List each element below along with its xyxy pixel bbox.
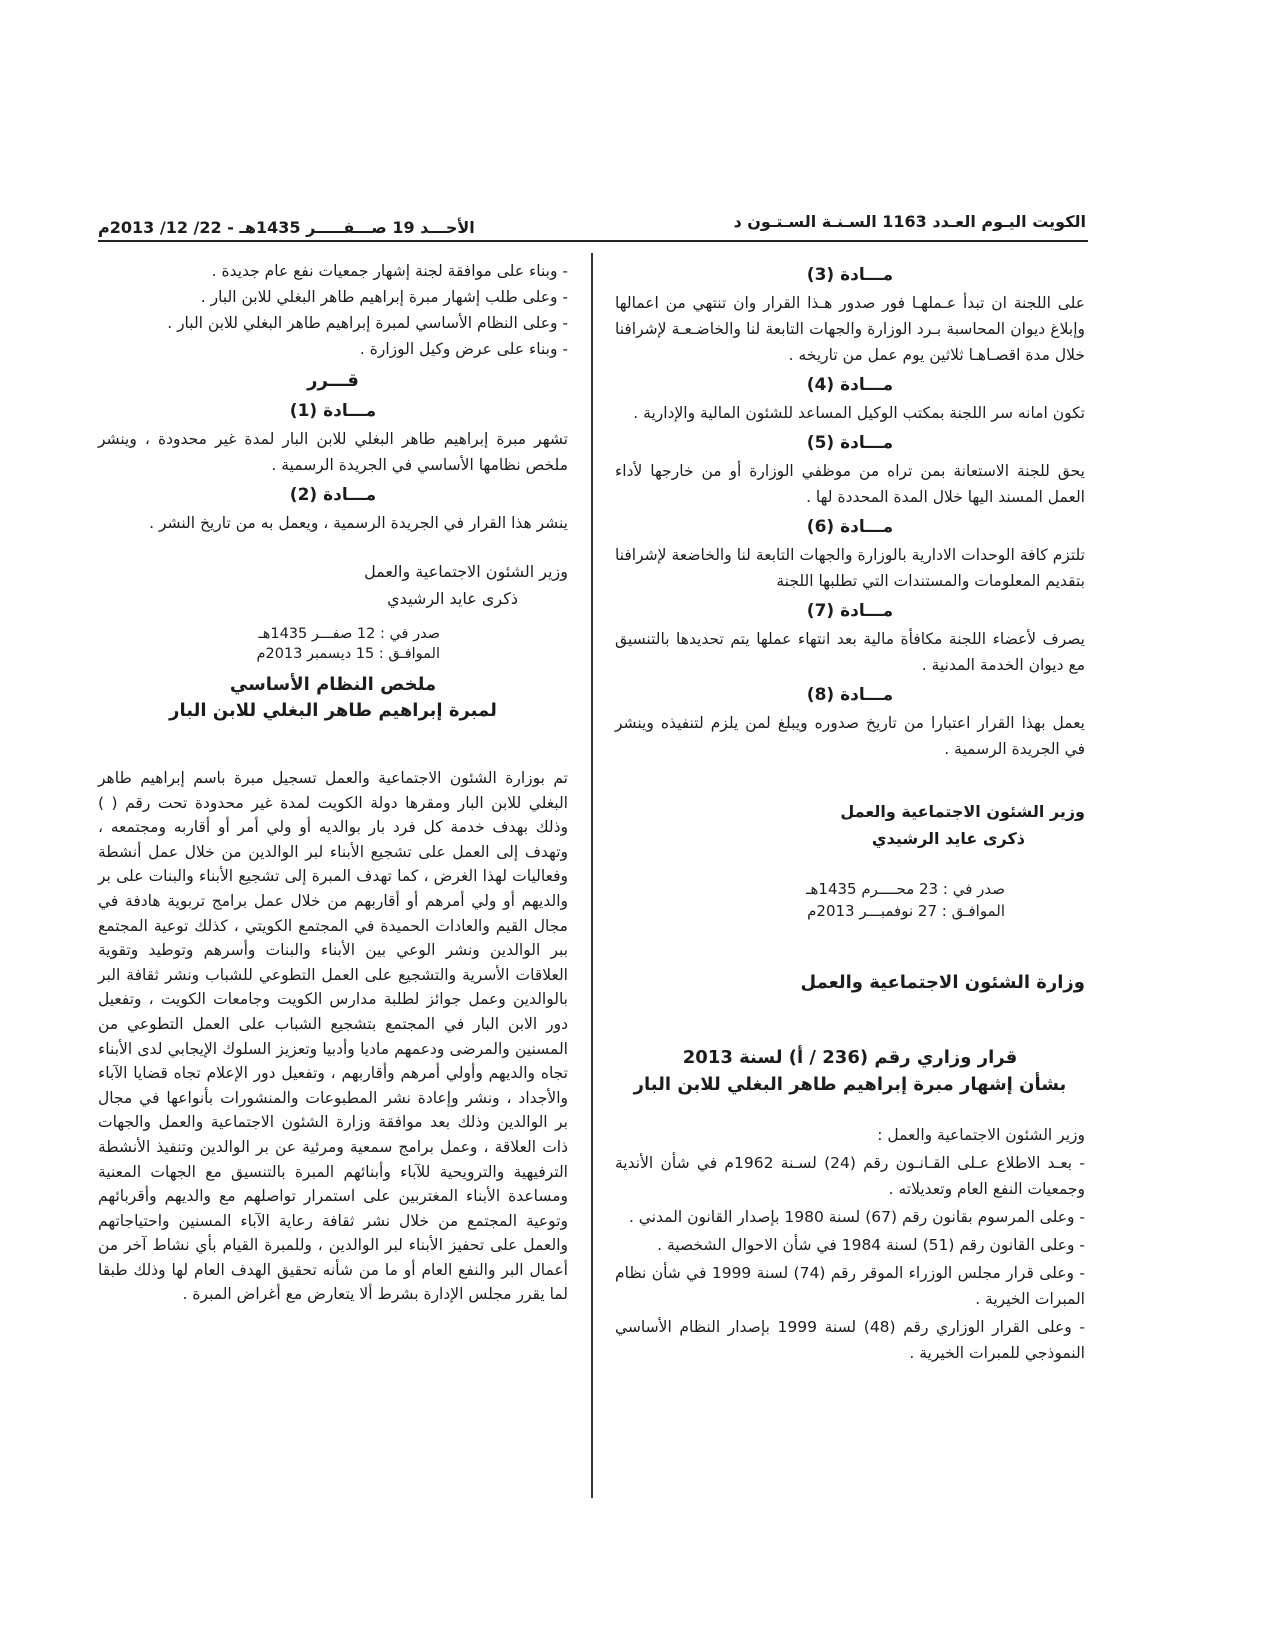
decree-subject: بشأن إشهار مبرة إبراهيم طاهر البغلي للابن البار (633, 1074, 1067, 1095)
signature-block (98, 558, 568, 612)
header-issue: الكويت اليـوم العـدد 1163 السـنـة السـتـون د (733, 212, 1086, 231)
column-divider (591, 253, 593, 1498)
summary-subtitle: لمبرة إبراهيم طاهر البغلي للابن البار (169, 700, 497, 721)
decree-intro: وزير الشئون الاجتماعية والعمل : (877, 1126, 1085, 1144)
summary-heading (98, 672, 568, 724)
list-item: - وعلى طلب إشهار مبرة إبراهيم طاهر البغلي للابن البار . (200, 288, 568, 306)
signature-title: وزير الشئون الاجتماعية والعمل (840, 802, 1085, 821)
header-rule (98, 240, 1088, 242)
article-title: مـــادة (1) (289, 401, 377, 421)
signature-name: ذكرى عايد الرشيدي (387, 589, 518, 608)
article-text: على اللجنة ان تبدأ عـملهـا فور صدور هـذا القرار وان تنتهي من اعمالها وإبلاغ ديوان المحاسبة بـرد الوزارة والجهات التابعة لنا والخاضـعـة لإشرافنا خلال مدة اقصـاهـا ثلاثين يوم عمل من تاريخه . (615, 294, 1085, 364)
list-item: - وعلى القانون رقم (51) لسنة 1984 في شأن الاحوال الشخصية . (657, 1236, 1085, 1254)
article-text: يعمل بهذا القرار اعتبارا من تاريخ صدوره ويبلغ لمن يلزم لتنفيذه وينشر في الجريدة الرسمية . (615, 714, 1085, 758)
issue-dates (98, 624, 568, 664)
article-title: مـــادة (2) (289, 485, 377, 505)
article-text: يصرف لأعضاء اللجنة مكافأة مالية بعد انتهاء عملها يتم تحديدها بالتنسيق مع ديوان الخدمة المدنية . (615, 630, 1085, 674)
list-item: - وعلى القرار الوزاري رقم (48) لسنة 1999 بإصدار النظام الأساسي النموذجي للمبرات الخيرية . (615, 1318, 1085, 1362)
list-item: - بعـد الاطلاع عـلى القـانـون رقم (24) لسـنة 1962م في شأن الأندية وجمعيات النفع العام وتعديلاته . (615, 1154, 1085, 1198)
ministry-heading: وزارة الشئون الاجتماعية والعمل (800, 972, 1085, 993)
article-title: مـــادة (5) (806, 433, 894, 453)
signature-title: وزير الشئون الاجتماعية والعمل (364, 562, 568, 581)
list-item: - وبناء على عرض وكيل الوزارة . (359, 340, 568, 358)
decision-heading: قـــرر (307, 370, 359, 391)
issued-on: صدر في : 23 محــــرم 1435هـ (806, 880, 1005, 898)
decree-heading (615, 1044, 1085, 1098)
right-column (615, 258, 1085, 1368)
article-text: تشهر مبرة إبراهيم طاهر البغلي للابن البار لمدة غير محدودة ، وينشر ملخص نظامها الأساسي في الجريدة الرسمية . (98, 430, 568, 474)
signature-block (615, 798, 1085, 852)
issued-on: صدر في : 12 صفـــر 1435هـ (258, 626, 440, 642)
article-text: يحق للجنة الاستعانة بمن تراه من موظفي الوزارة أو من خارجها لأداء العمل المسند اليها خلال المدة المحددة لها . (615, 462, 1085, 506)
corresponding-date: الموافـق : 15 ديسمبر 2013م (256, 646, 440, 662)
article-title: مـــادة (8) (806, 685, 894, 705)
article-title: مـــادة (4) (806, 375, 894, 395)
article-text: تكون امانه سر اللجنة بمكتب الوكيل المساعد للشئون المالية والإدارية . (633, 404, 1085, 422)
decree-number: قرار وزاري رقم (236 / أ) لسنة 2013 (682, 1047, 1018, 1068)
signature-name: ذكرى عايد الرشيدي (871, 829, 1025, 848)
issue-dates (615, 878, 1085, 922)
list-item: - وعلى المرسوم بقانون رقم (67) لسنة 1980 بإصدار القانون المدني . (628, 1208, 1085, 1226)
article-title: مـــادة (6) (806, 517, 894, 537)
corresponding-date: الموافـق : 27 نوفمبـــر 2013م (807, 902, 1005, 920)
summary-title: ملخص النظام الأساسي (229, 674, 437, 695)
article-text: تلتزم كافة الوحدات الادارية بالوزارة والجهات التابعة لنا والخاضعة لإشرافنا بتقديم المعلومات والمستندات التي تطلبها اللجنة (615, 546, 1085, 590)
header-date: الأحـــد 19 صـــفـــــر 1435هـ - 22/ 12/ 2013م (98, 218, 475, 237)
article-title: مـــادة (7) (806, 601, 894, 621)
left-column (98, 258, 568, 1307)
summary-body: تم بوزارة الشئون الاجتماعية والعمل تسجيل مبرة باسم إبراهيم طاهر البغلي للابن البار ومقرها دولة الكويت لمدة غير محدودة تحت رقم ( ) وذلك بهدف خدمة كل فرد بار بوالديه أو ولي أمر أو أقاربه ومجتمعه ، وتهدف إلى العمل على تشجيع الأبناء لبر الوالدين من خلال عمل أنشطة وفعاليات لهذا الغرض ، كما تهدف المبرة إلى تشجيع الأبناء والبنات على بر والديهم أو ولي أمرهم أو أقاربهم من خلال عمل برامج تربوية هادفة في مجال القيم والعادات الحميدة في المجتمع الكويتي ، كذلك توعية المجتمع ببر الوالدين ونشر الوعي بين الأبناء والبنات وأسرهم وتوطيد وتقوية العلاقات الأسرية والتشجيع على العمل التطوعي للشباب ونشر ثقافة البر بالوالدين وعمل جوائز لطلبة مدارس الكويت وجامعات الكويت ، وتفعيل دور الابن البار في المجتمع بتشجيع الشباب على العمل التطوعي من المسنين والمرضى ودعمهم ماديا وأدبيا وتعزيز السلوك الإيجابي لدى الأبناء تجاه والديهم وأولي أمرهم وأقاربهم ، وتفعيل دور الإعلام تجاه قضايا الآباء والأجداد ، ونشر وإعادة نشر المطبوعات والمنشورات بأنواعها في مجال بر الوالدين وذلك بعد موافقة وزارة الشئون الاجتماعية والعمل والجهات ذات العلاقة ، وعمل برامج سمعية ومرئية عن بر الوالدين وتنفيذ الأنشطة الترفيهية والترويحية للآباء وأبنائهم المبرة بالتنسيق مع الجهات المعنية ومساعدة الأبناء المغتربين على استمرار تواصلهم مع والديهم وأقربائهم وتوعية المجتمع من خلال نشر ثقافة رعاية الآباء المسنين واحتياجاتهم والعمل على تحفيز الأبناء لبر الوالدين ، وللمبرة القيام بأي نشاط آخر من أعمال البر والنفع العام أو ما من شأنه تحقيق الهدف العام لها وذلك طبقا لما يقرر مجلس الإدارة بشرط ألا يتعارض مع أغراض المبرة . (98, 769, 568, 1304)
list-item: - وبناء على موافقة لجنة إشهار جمعيات نفع عام جديدة . (211, 262, 568, 280)
article-title: مـــادة (3) (806, 265, 894, 285)
list-item: - وعلى قرار مجلس الوزراء الموقر رقم (74) لسنة 1999 في شأن نظام المبرات الخيرية . (615, 1264, 1085, 1308)
preamble-list (98, 258, 568, 362)
list-item: - وعلى النظام الأساسي لمبرة إبراهيم طاهر البغلي للابن البار . (167, 314, 568, 332)
article-text: ينشر هذا القرار في الجريدة الرسمية ، ويعمل به من تاريخ النشر . (149, 514, 568, 532)
